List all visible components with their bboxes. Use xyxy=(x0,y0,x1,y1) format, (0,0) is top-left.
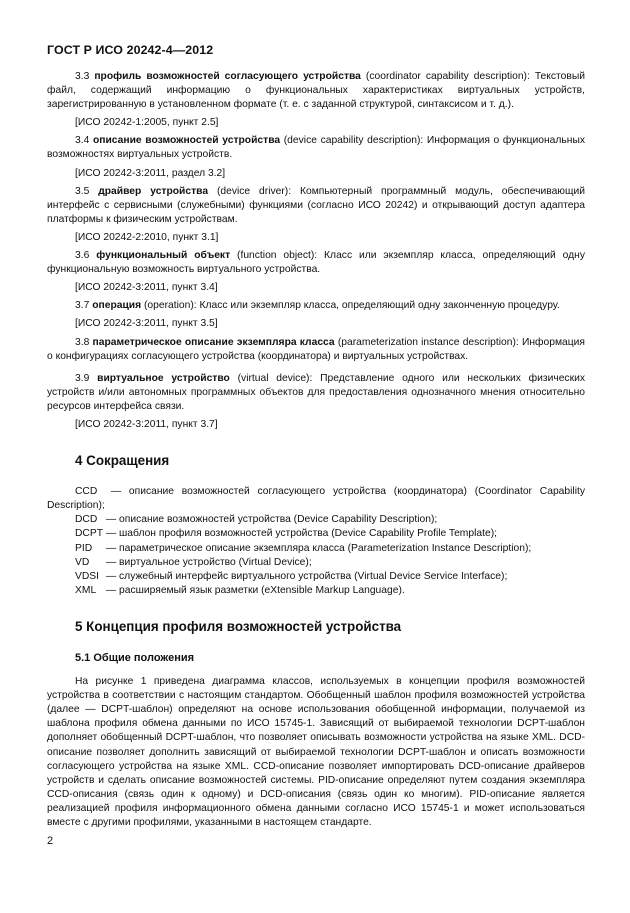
definition-3-5 xyxy=(47,185,585,227)
definition-3-8 xyxy=(47,336,585,364)
definition-term: виртуальное устройство xyxy=(97,372,230,384)
abbreviation-item xyxy=(47,513,585,527)
definition-reference: [ИСО 20242-3:2011, раздел 3.2] xyxy=(75,167,226,179)
definition-text: (device driver): Компьютерный программный модуль, обеспечивающий интерфейс с сервисными (служебными) функциями (согласно ИСО 20242) и открывающий доступ адаптера платформы к физическим устройствам. xyxy=(47,185,585,225)
definition-term: профиль возможностей согласующего устройства xyxy=(94,71,361,82)
abbreviation-term: DCPT xyxy=(75,528,104,540)
definition-term: параметрическое описание экземпляра класса xyxy=(92,336,335,348)
definition-3-4 xyxy=(47,134,585,162)
section-4-heading: 4 Сокращения xyxy=(75,453,170,469)
abbreviation-item xyxy=(47,570,585,584)
definition-number: 3.3 xyxy=(75,71,90,82)
definition-3-6 xyxy=(47,249,585,277)
definition-text: (operation): Класс или экземпляр класса, определяющий одну законченную процедуру. xyxy=(141,300,560,312)
abbreviation-item xyxy=(47,556,585,570)
definition-number: 3.9 xyxy=(75,372,90,384)
section-5-heading: 5 Концепция профиля возможностей устройства xyxy=(75,618,402,634)
definition-term: функциональный объект xyxy=(96,250,231,262)
definition-number: 3.7 xyxy=(75,300,90,312)
abbreviation-term: PID xyxy=(75,542,93,554)
section-5-1-paragraph: На рисунке 1 приведена диаграмма классов, используемых в концепции профиля возможностей устройства в соответствии с настоящим стандартом. Обобщенный шаблон профиля возможностей устройства (далее — DCPT-шаблон) определяют на основе использования обобщенной информации, получаемой из шаблона профиля обмена данными по ИСО 15745-1. Зависящий от выбираемой технологии DCPT-шаблон дополняет обобщенный DCPT-шаблон, что позволяет описывать возможности устройства на языке XML. DCD-описание позволяет дополнить зависящий от выбираемой технологии DCPT-шаблон и описать возможности согласующего устройства на языке XML. CCD-описание позволяет импортировать DCD-описание драйверов устройств и сделать описание возможностей системы. PID-описание определяют путем создания экземпляра CCD-описания (связь один к одному) и DCD-описания (связь один ко многим). PID-описание является реализацией профиля информационного обмена данными согласно ИСО 15745-1 и может использоваться вместе с другими профилями, указанными в настоящем стандарте. xyxy=(47,676,585,829)
definition-reference: [ИСО 20242-3:2011, пункт 3.4] xyxy=(75,282,218,294)
abbreviation-text: — виртуальное устройство (Virtual Device); xyxy=(105,556,312,568)
abbreviation-text: — параметрическое описание экземпляра класса (Parameterization Instance Description); xyxy=(105,542,532,554)
abbreviation-text: — описание возможностей согласующего устройства (координатора) (Coordinator Capability Description); xyxy=(47,486,585,512)
definition-number: 3.8 xyxy=(75,336,90,348)
abbreviation-item xyxy=(47,584,585,598)
section-5-1-heading: 5.1 Общие положения xyxy=(75,652,195,664)
abbreviation-item xyxy=(47,542,585,556)
abbreviation-term: DCD xyxy=(75,514,98,526)
definition-text: (device capability description): Информация о функциональных возможностях виртуальных устройств. xyxy=(47,135,585,161)
definition-reference: [ИСО 20242-3:2011, пункт 3.5] xyxy=(75,318,218,330)
page-number: 2 xyxy=(47,835,54,847)
abbreviation-text: — шаблон профиля возможностей устройства (Device Capability Profile Template); xyxy=(105,528,497,540)
definition-number: 3.6 xyxy=(75,250,90,262)
page-content xyxy=(47,70,585,830)
definition-text: (coordinator capability description): Текстовый файл, содержащий информацию о функциональных характеристиках виртуальных устройств, зарегистрированную в установленном формате (т. е. с заданной структурой, синтаксисом и т. д.). xyxy=(47,71,585,111)
definition-term: операция xyxy=(92,300,142,312)
page-header: ГОСТ Р ИСО 20242-4—2012 xyxy=(47,43,214,57)
abbreviation-term: VDSI xyxy=(75,570,100,582)
definition-number: 3.4 xyxy=(75,135,90,147)
definition-term: описание возможностей устройства xyxy=(92,135,281,147)
abbreviation-term: XML xyxy=(75,584,97,596)
abbreviation-text: — служебный интерфейс виртуального устройства (Virtual Device Service Interface); xyxy=(105,570,508,582)
definition-term: драйвер устройства xyxy=(98,185,209,197)
abbreviation-term: VD xyxy=(75,556,90,568)
definition-3-7 xyxy=(47,299,585,313)
definition-3-3 xyxy=(47,70,585,112)
definition-reference: [ИСО 20242-3:2011, пункт 3.7] xyxy=(75,418,218,430)
definition-reference: [ИСО 20242-2:2010, пункт 3.1] xyxy=(75,231,219,243)
abbreviation-text: — описание возможностей устройства (Device Capability Description); xyxy=(105,514,438,526)
definition-reference: [ИСО 20242-1:2005, пункт 2.5] xyxy=(75,117,219,129)
definition-text: (function object): Класс или экземпляр класса, определяющий одну функциональную возможность виртуального устройства. xyxy=(47,250,585,276)
abbreviation-term: CCD xyxy=(75,486,98,498)
definition-text: (virtual device): Представление одного или нескольких физических устройств и/или автономных программных объектов для предоставления однозначного мнения относительно ресурсов интерфейса связи. xyxy=(47,372,585,412)
abbreviations-list xyxy=(47,485,585,598)
abbreviation-item xyxy=(47,527,585,541)
abbreviation-item xyxy=(47,485,585,513)
abbreviation-text: — расширяемый язык разметки (eXtensible Markup Language). xyxy=(105,584,405,596)
definition-number: 3.5 xyxy=(75,185,90,197)
definition-3-9 xyxy=(47,372,585,414)
definition-text: (parameterization instance description): Информация о конфигурациях согласующего устройства (координатора) и виртуальных устройствах. xyxy=(47,336,586,362)
